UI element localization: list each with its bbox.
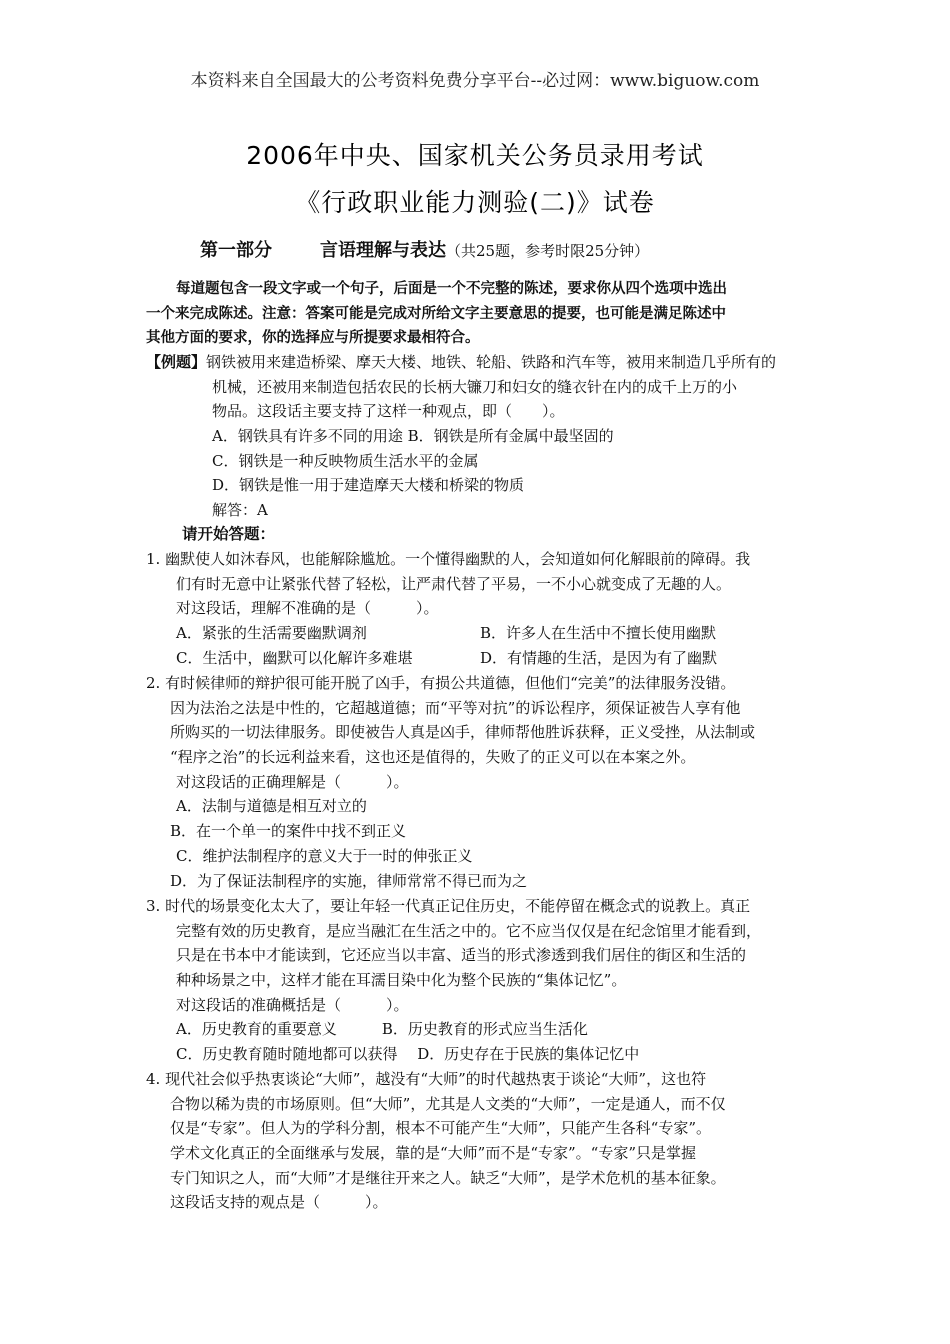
question-line: 对这段话，理解不准确的是（ ）。 — [176, 599, 439, 618]
question-line: “程序之治”的长远利益来看，这也还是值得的，失败了的正义可以在本案之外。 — [170, 748, 696, 767]
option-a: A．法制与道德是相互对立的 — [176, 797, 367, 816]
question-line: 所购买的一切法律服务。即使被告人真是凶手，律师帮他胜诉获释，正义受挫，从法制或 — [170, 723, 756, 742]
question-line: 3. 时代的场景变化太大了，要让年轻一代真正记住历史，不能停留在概念式的说教上。真正 — [146, 897, 751, 915]
instruction-line: 一个来完成陈述。注意：答案可能是完成对所给文字主要意思的提要，也可能是满足陈述中 — [146, 305, 726, 322]
question-line: 专门知识之人，而“大师”才是继往开来之人。缺乏“大师”，是学术危机的基本征象。 — [170, 1168, 726, 1187]
option-d: D．为了保证法制程序的实施，律师常常不得已而为之 — [170, 871, 528, 890]
start-label: 请开始答题： — [182, 524, 276, 543]
question-2 — [146, 671, 755, 893]
option-b: B．许多人在生活中不擅长使用幽默 — [480, 624, 717, 643]
question-line: 仅是“专家”。但人为的学科分割，根本不可能产生“大师”，只能产生各科“专家”。 — [170, 1119, 712, 1138]
option-d: D．有情趣的生活，是因为有了幽默 — [480, 648, 718, 667]
question-line: 这段话支持的观点是（ ）。 — [170, 1193, 388, 1212]
question-line: 种种场景之中，这样才能在耳濡目染中化为整个民族的“集体记忆”。 — [176, 971, 627, 990]
question-line: 合物以稀为贵的市场原则。但“大师”，尤其是人文类的“大师”，一定是通人，而不仅 — [170, 1094, 726, 1113]
example-label: 【例题】 — [146, 353, 207, 371]
part-note: （共25题，参考时限25分钟） — [446, 242, 650, 260]
question-line: 对这段话的准确概括是（ ）。 — [176, 995, 409, 1014]
part-heading — [200, 236, 649, 262]
instruction-line: 每道题包含一段文字或一个句子，后面是一个不完整的陈述，要求你从四个选项中选出 — [176, 281, 727, 297]
question-line: 2. 有时候律师的辩护很可能开脱了凶手，有损公共道德，但他们“完美”的法律服务没错。 — [146, 674, 736, 692]
question-line: 只是在书本中才能读到，它还应当以丰富、适当的形式渗透到我们居住的街区和生活的 — [176, 946, 747, 965]
example-answer: 解答：A — [212, 501, 268, 520]
example-option: C．钢铁是一种反映物质生活水平的金属 — [212, 451, 479, 470]
option-row: C．历史教育随时随地都可以获得 D．历史存在于民族的集体记忆中 — [176, 1045, 640, 1064]
example-question — [146, 350, 776, 523]
question-line: 因为法治之法是中性的，它超越道德；而“平等对抗”的诉讼程序，须保证被告人享有他 — [170, 698, 741, 717]
exam-title: 2006年中央、国家机关公务员录用考试 — [246, 141, 704, 170]
part-label: 第一部分 — [200, 240, 272, 261]
part-name: 言语理解与表达 — [320, 240, 446, 261]
option-b: B．在一个单一的案件中找不到正义 — [170, 822, 407, 841]
option-c: C．生活中，幽默可以化解许多难堪 — [176, 648, 413, 667]
source-header: 本资料来自全国最大的公考资料免费分享平台--必过网：www.biguow.com — [190, 71, 760, 91]
option-c: C．维护法制程序的意义大于一时的伸张正义 — [176, 846, 473, 865]
example-option: D．钢铁是惟一用于建造摩天大楼和桥梁的物质 — [212, 476, 525, 495]
question-line: 对这段话的正确理解是（ ）。 — [176, 772, 409, 791]
example-line: 机械，还被用来制造包括农民的长柄大镰刀和妇女的缝衣针在内的成千上万的小 — [212, 377, 738, 396]
question-line: 完整有效的历史教育，是应当融汇在生活之中的。它不应当仅仅是在纪念馆里才能看到， — [176, 921, 762, 940]
exam-subtitle: 《行政职业能力测验(二)》试卷 — [295, 188, 655, 217]
option-row: A．历史教育的重要意义 B．历史教育的形式应当生活化 — [176, 1020, 588, 1039]
question-line: 1. 幽默使人如沐春风，也能解除尴尬。一个懂得幽默的人，会知道如何化解眼前的障碍。我 — [146, 550, 751, 568]
example-line: 钢铁被用来建造桥梁、摩天大楼、地铁、轮船、铁路和汽车等，被用来制造几乎所有的 — [206, 353, 777, 371]
instruction-line: 其他方面的要求，你的选择应与所提要求最相符合。 — [146, 330, 480, 347]
question-line: 学术文化真正的全面继承与发展，靠的是“大师”而不是“专家”。“专家”只是掌握 — [170, 1144, 697, 1163]
question-1 — [146, 547, 750, 670]
question-3 — [146, 894, 761, 1067]
question-line: 4. 现代社会似乎热衷谈论“大师”，越没有“大师”的时代越热衷于谈论“大师”，这也符 — [146, 1070, 707, 1088]
instructions — [146, 277, 727, 351]
question-4 — [146, 1067, 726, 1215]
example-option: A．钢铁具有许多不同的用途 B．钢铁是所有金属中最坚固的 — [212, 427, 614, 446]
option-a: A．紧张的生活需要幽默调剂 — [176, 624, 367, 643]
example-line: 物品。这段话主要支持了这样一种观点，即（ ）。 — [212, 402, 565, 421]
question-line: 们有时无意中让紧张代替了轻松，让严肃代替了平易，一不小心就变成了无趣的人。 — [176, 574, 732, 593]
